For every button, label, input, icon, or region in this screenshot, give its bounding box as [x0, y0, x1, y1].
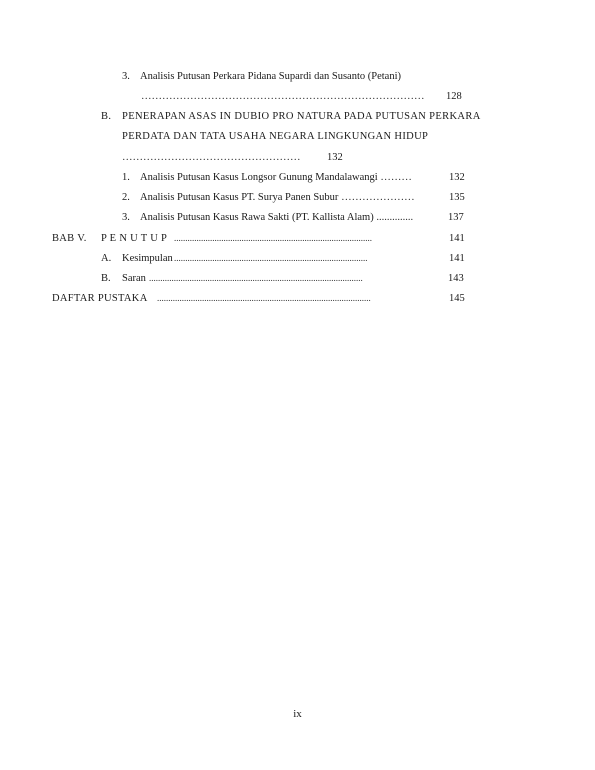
toc-entry-b3	[122, 211, 413, 224]
toc-page-number: 135	[449, 192, 465, 203]
toc-entry-saran	[101, 272, 146, 285]
toc-dots	[174, 252, 434, 265]
toc-page-number: 132	[449, 172, 465, 183]
leader-dots: ………	[380, 172, 412, 183]
toc-entry-b2	[122, 191, 415, 204]
leader-dots: ………………………………………………………………………	[141, 91, 425, 102]
leader-dots: …………………	[341, 192, 415, 203]
toc-number: 1.	[122, 172, 130, 183]
toc-entry-daftar-pustaka	[52, 292, 148, 305]
toc-number: B.	[101, 273, 111, 284]
toc-title: DAFTAR PUSTAKA	[52, 293, 148, 304]
toc-number: B.	[101, 111, 112, 122]
leader-dots: ...............................................................................................	[149, 273, 363, 283]
toc-dots	[174, 232, 430, 245]
toc-title: Kesimpulan	[122, 253, 173, 264]
toc-entry-kesimpulan	[101, 252, 173, 265]
toc-dots	[141, 90, 441, 103]
toc-title: PENERAPAN ASAS IN DUBIO PRO NATURA PADA PUTUSAN PERKARA	[122, 111, 481, 122]
toc-title: P E N U T U P	[101, 233, 168, 244]
toc-chapter-label: BAB V.	[52, 233, 87, 244]
toc-page-number: 141	[449, 253, 465, 264]
leader-dots: ...............................................................................................	[157, 293, 371, 303]
toc-page-number: 141	[449, 233, 465, 244]
toc-page-number: 128	[446, 91, 462, 102]
toc-title: Analisis Putusan Kasus Rawa Sakti (PT. Kallista Alam)	[140, 212, 374, 223]
toc-page-number: 145	[449, 293, 465, 304]
leader-dots: ........................................................................................	[174, 233, 372, 243]
toc-page-number: 143	[448, 273, 464, 284]
leader-dots: ......................................................................................	[174, 253, 368, 263]
toc-number: 3.	[122, 212, 130, 223]
toc-entry-bab5	[52, 232, 167, 245]
toc-entry-b	[101, 110, 481, 123]
toc-number: 3.	[122, 71, 130, 82]
toc-page-number: 132	[327, 152, 343, 163]
toc-page-number: 137	[448, 212, 464, 223]
toc-title: Analisis Putusan Kasus PT. Surya Panen Subur	[140, 192, 339, 203]
toc-title: Analisis Putusan Kasus Longsor Gunung Mandalawangi	[140, 172, 378, 183]
toc-dots	[157, 292, 434, 305]
toc-number: A.	[101, 253, 112, 264]
leader-dots: ..............	[376, 212, 414, 223]
page-number-footer: ix	[293, 708, 302, 720]
toc-title: Saran	[122, 273, 146, 284]
leader-dots: ……………………………………………	[122, 152, 301, 163]
toc-entry-c3	[122, 70, 401, 83]
toc-dots	[122, 151, 324, 164]
toc-entry-b1	[122, 171, 412, 184]
toc-title: Analisis Putusan Perkara Pidana Supardi dan Susanto (Petani)	[140, 71, 402, 82]
toc-dots	[149, 272, 434, 285]
toc-title-continued: PERDATA DAN TATA USAHA NEGARA LINGKUNGAN HIDUP	[122, 131, 429, 142]
toc-number: 2.	[122, 192, 130, 203]
